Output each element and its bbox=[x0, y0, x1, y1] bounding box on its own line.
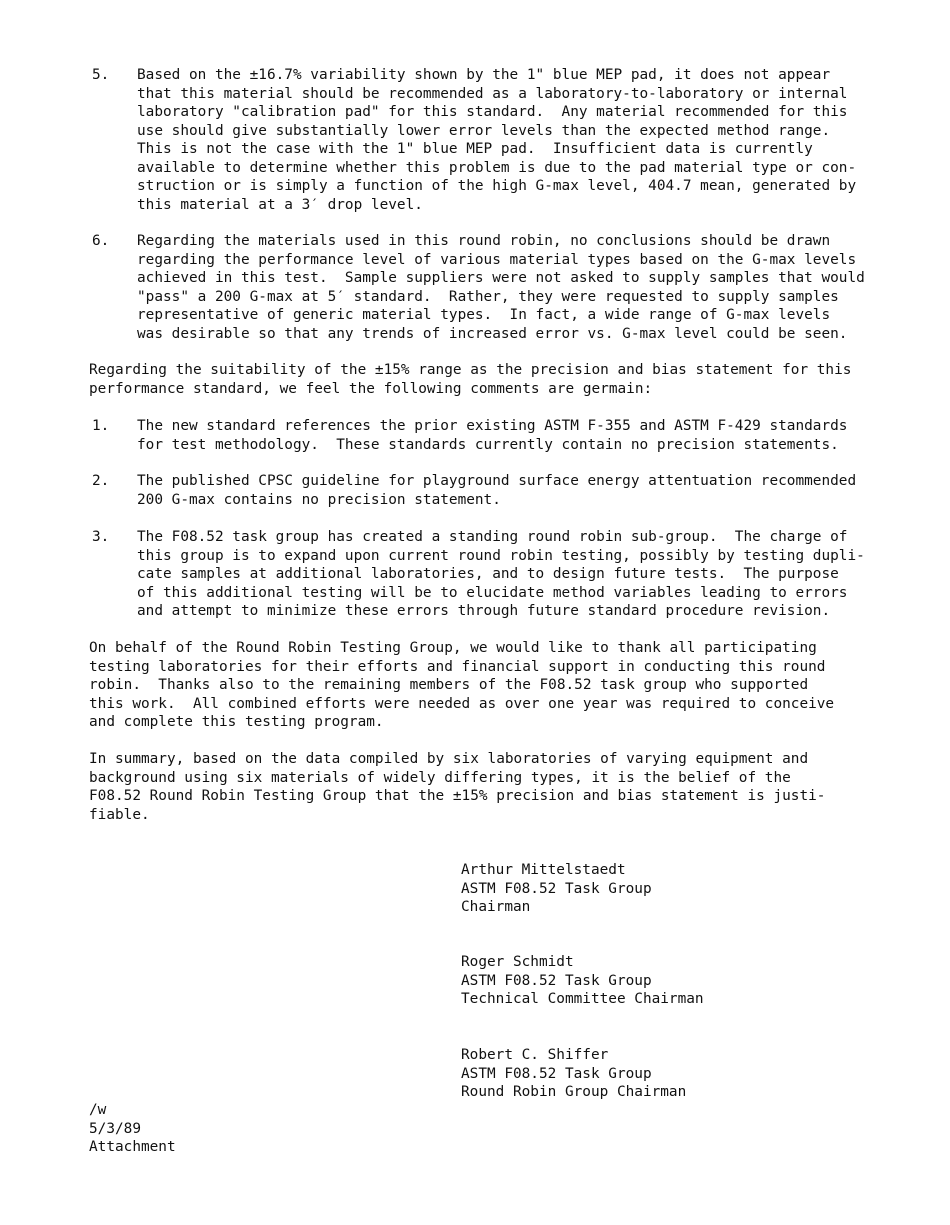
text-line: testing laboratories for their efforts and financial support in conducting this round bbox=[89, 658, 826, 675]
signatory-name: Roger Schmidt bbox=[461, 954, 574, 970]
text-line: This is not the case with the 1" blue MEP pad. Insufficient data is currently bbox=[137, 141, 813, 157]
text-line: and complete this testing program. bbox=[89, 714, 384, 730]
text-line: and attempt to minimize these errors through future standard procedure revision. bbox=[137, 603, 831, 619]
signatory-role: Round Robin Group Chairman bbox=[461, 1084, 687, 1100]
text-line: was desirable so that any trends of increased error vs. G-max level could be seen. bbox=[137, 325, 848, 342]
text-line: background using six materials of widely differing types, it is the belief of the bbox=[89, 769, 791, 786]
text-line: laboratory "calibration pad" for this standard. Any material recommended for this bbox=[137, 104, 848, 120]
text-line: F08.52 Round Robin Testing Group that the ±15% precision and bias statement is justi- bbox=[89, 788, 826, 804]
signatory-organization: ASTM F08.52 Task Group bbox=[461, 972, 652, 989]
signatory-role: Chairman bbox=[461, 899, 531, 915]
text-line: fiable. bbox=[89, 806, 150, 823]
item-number: 1. bbox=[92, 418, 110, 434]
text-line: The published CPSC guideline for playground surface energy attentuation recommended bbox=[137, 473, 857, 489]
text-line: achieved in this test. Sample suppliers were not asked to supply samples that would bbox=[137, 270, 865, 286]
text-line: "pass" a 200 G-max at 5′ standard. Rather, they were requested to supply samples bbox=[137, 288, 839, 305]
text-line: available to determine whether this problem is due to the pad material type or con- bbox=[137, 159, 857, 176]
signatory-name: Arthur Mittelstaedt bbox=[461, 862, 626, 878]
text-line: that this material should be recommended as a laboratory-to-laboratory or internal bbox=[137, 85, 848, 102]
text-line: Regarding the materials used in this round robin, no conclusions should be drawn bbox=[137, 233, 831, 249]
signatory-organization: ASTM F08.52 Task Group bbox=[461, 880, 652, 897]
text-line: this work. All combined efforts were needed as over one year was required to conceive bbox=[89, 695, 835, 712]
text-line: regarding the performance level of various material types based on the G-max levels bbox=[137, 251, 857, 268]
text-line: In summary, based on the data compiled by six laboratories of varying equipment and bbox=[89, 751, 809, 767]
typist-initials: /w bbox=[89, 1102, 107, 1118]
item-number: 5. bbox=[92, 67, 110, 83]
text-line: The F08.52 task group has created a standing round robin sub-group. The charge of bbox=[137, 529, 848, 545]
text-line: Regarding the suitability of the ±15% range as the precision and bias statement for this bbox=[89, 362, 852, 378]
text-line: Based on the ±16.7% variability shown by the 1" blue MEP pad, it does not appear bbox=[137, 67, 831, 83]
signatory-role: Technical Committee Chairman bbox=[461, 991, 704, 1007]
item-number: 2. bbox=[92, 473, 110, 489]
text-line: this group is to expand upon current round robin testing, possibly by testing dupli- bbox=[137, 547, 865, 564]
text-line: struction or is simply a function of the high G-max level, 404.7 mean, generated by bbox=[137, 178, 857, 194]
text-line: of this additional testing will be to elucidate method variables leading to errors bbox=[137, 584, 848, 601]
item-number: 6. bbox=[92, 233, 110, 249]
text-line: use should give substantially lower error levels than the expected method range. bbox=[137, 122, 831, 139]
text-line: 200 G-max contains no precision statement. bbox=[137, 491, 501, 508]
text-line: On behalf of the Round Robin Testing Group, we would like to thank all participating bbox=[89, 640, 817, 656]
text-line: for test methodology. These standards currently contain no precision statements. bbox=[137, 436, 839, 453]
attachment-note: Attachment bbox=[89, 1139, 176, 1155]
text-line: representative of generic material types. In fact, a wide range of G-max levels bbox=[137, 307, 831, 323]
text-line: cate samples at additional laboratories, and to design future tests. The purpose bbox=[137, 566, 839, 582]
text-line: The new standard references the prior existing ASTM F-355 and ASTM F-429 standards bbox=[137, 418, 848, 434]
document-date: 5/3/89 bbox=[89, 1120, 141, 1137]
signatory-name: Robert C. Shiffer bbox=[461, 1047, 609, 1063]
signatory-organization: ASTM F08.52 Task Group bbox=[461, 1065, 652, 1082]
text-line: performance standard, we feel the following comments are germain: bbox=[89, 380, 653, 397]
item-number: 3. bbox=[92, 529, 110, 545]
text-line: this material at a 3′ drop level. bbox=[137, 196, 423, 213]
text-line: robin. Thanks also to the remaining members of the F08.52 task group who supported bbox=[89, 677, 809, 693]
